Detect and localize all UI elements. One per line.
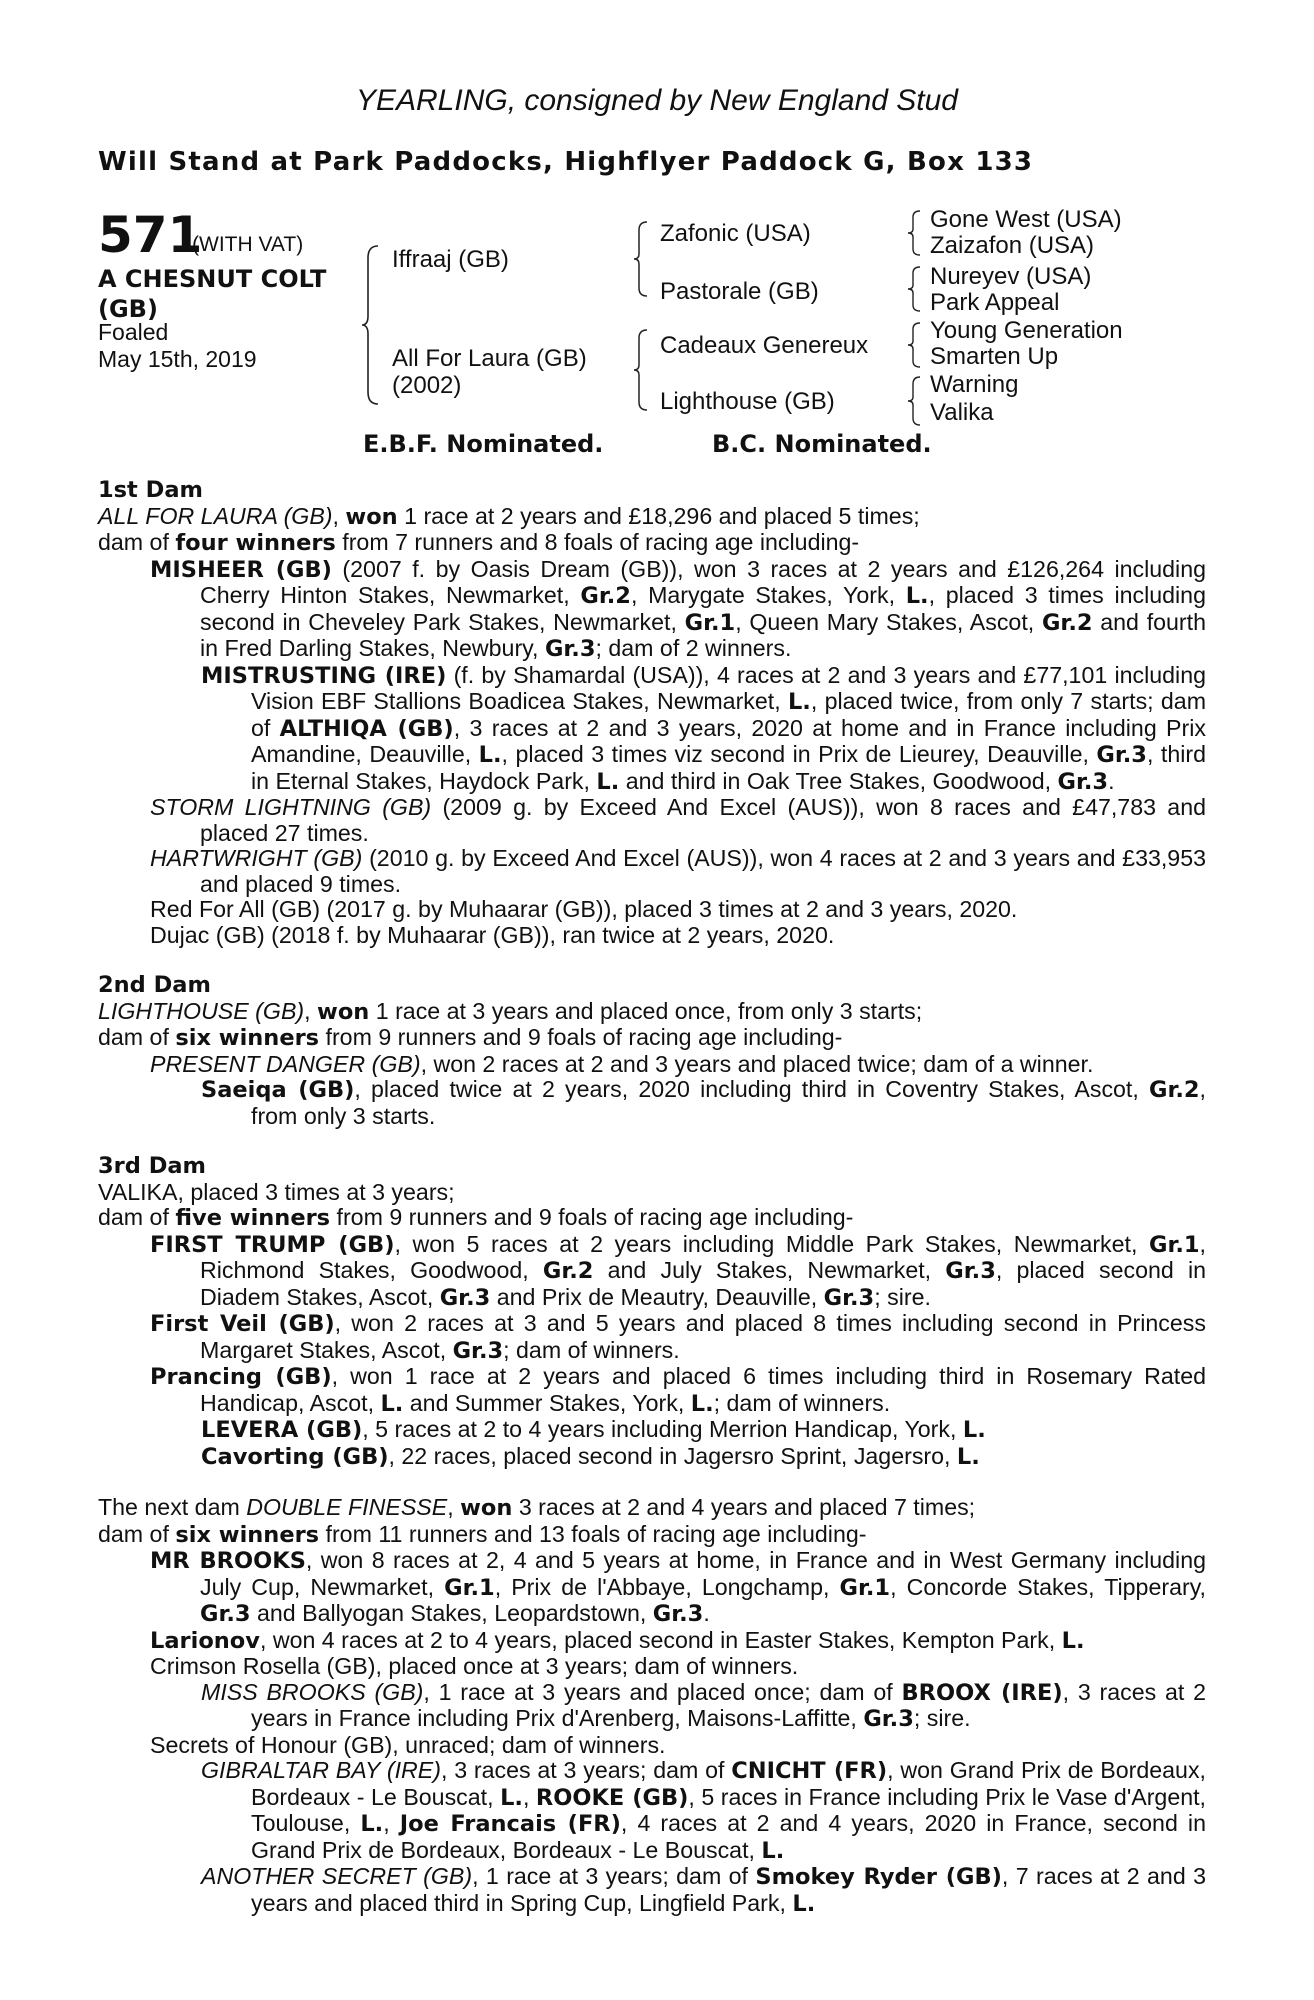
section-heading: 2nd Dam — [98, 972, 211, 998]
gen3-5: Young Generation — [930, 317, 1123, 344]
horse-name: Saeiqa (GB) — [201, 1077, 355, 1103]
dam-year: (2002) — [392, 372, 462, 399]
foaled-label: Foaled — [98, 319, 169, 345]
dam-of-summary: dam of six winners from 11 runners and 13 foals of racing age including- — [98, 1520, 867, 1548]
horse-description — [98, 264, 326, 324]
vat-note: (WITH VAT) — [192, 233, 304, 256]
produce-entry: MISHEER (GB) (2007 f. by Oasis Dream (GB)), won 3 races at 2 years and £126,264 including Cherry Hinton Stakes, Newmarket, Gr.2, Marygate Stakes, York, L., placed 3 times including second in Cheveley Park Stakes, Newmarket, Gr.1, Queen Mary Stakes, Ascot, Gr.2 and fourth in Fred Darling Stakes, Newbury, Gr.3; dam of 2 winners. — [150, 555, 1206, 662]
g78-brace-icon — [906, 374, 924, 428]
g34-brace-icon — [906, 264, 924, 314]
dam: All For Laura (GB) — [392, 345, 587, 372]
gen3-8: Valika — [930, 399, 994, 426]
dam-intro: The next dam DOUBLE FINESSE, won 3 races at 2 and 4 years and placed 7 times; — [98, 1494, 976, 1521]
produce-entry: Dujac (GB) (2018 f. by Muhaarar (GB)), ran twice at 2 years, 2020. — [150, 921, 835, 948]
produce-entry: MISS BROOKS (GB), 1 race at 3 years and placed once; dam of BROOX (IRE), 3 races at 2 years in France including Prix d'Arenberg, Maisons-Laffitte, Gr.3; sire. — [201, 1678, 1206, 1732]
produce-entry: Red For All (GB) (2017 g. by Muhaarar (GB)), placed 3 times at 2 and 3 years, 2020. — [150, 896, 1018, 922]
produce-entry: Cavorting (GB), 22 races, placed second in Jagersro Sprint, Jagersro, L. — [201, 1442, 980, 1470]
ebf-nominated: E.B.F. Nominated. — [363, 430, 604, 458]
sire-parents-brace-icon — [632, 218, 652, 300]
horse-name: ANOTHER SECRET (GB) — [201, 1863, 473, 1889]
horse-name: GIBRALTAR BAY (IRE) — [201, 1757, 441, 1783]
horse-name: Prancing (GB) — [150, 1364, 332, 1390]
horse-name: MISS BROOKS (GB) — [201, 1678, 424, 1705]
lot-number: 571 — [98, 206, 203, 264]
section-heading: 1st Dam — [98, 477, 203, 503]
horse-name: HARTWRIGHT (GB) — [150, 845, 363, 871]
dam-name: ALL FOR LAURA (GB) — [98, 502, 333, 529]
first-dam-section — [98, 478, 1206, 948]
produce-entry: First Veil (GB), won 2 races at 3 and 5 years and placed 8 times including second in Princess Margaret Stakes, Ascot, Gr.3; dam of winners. — [150, 1310, 1206, 1364]
horse-name: MR BROOKS — [150, 1548, 306, 1574]
horse-name: Larionov — [150, 1627, 260, 1654]
gen3-3: Nureyev (USA) — [930, 263, 1092, 290]
dam-dam: Lighthouse (GB) — [660, 388, 835, 415]
horse-name: STORM LIGHTNING (GB) — [150, 794, 432, 820]
dam-name: LIGHTHOUSE (GB) — [98, 997, 305, 1024]
produce-entry: LEVERA (GB), 5 races at 2 to 4 years including Merrion Handicap, York, L. — [201, 1416, 986, 1443]
second-dam-section — [98, 973, 1206, 1129]
horse-name: LEVERA (GB) — [201, 1417, 363, 1443]
dam-intro: LIGHTHOUSE (GB), won 1 race at 3 years and placed once, from only 3 starts; — [98, 997, 923, 1025]
sire: Iffraaj (GB) — [392, 246, 509, 273]
dam-parents-brace-icon — [632, 326, 652, 414]
sire-dam-brace-icon — [360, 240, 384, 410]
produce-entry: Secrets of Honour (GB), unraced; dam of winners. — [150, 1731, 666, 1758]
produce-entry: MR BROOKS, won 8 races at 2, 4 and 5 years at home, in France and in West Germany including July Cup, Newmarket, Gr.1, Prix de l'Abbaye, Longchamp, Gr.1, Concorde Stakes, Tipperary, Gr.3 and Ballyogan Stakes, Leopardstown, Gr.3. — [150, 1547, 1207, 1627]
produce-entry: FIRST TRUMP (GB), won 5 races at 2 years including Middle Park Stakes, Newmarket, Gr.1, Richmond Stakes, Goodwood, Gr.2 and July Stakes, Newmarket, Gr.3, placed second in Diadem Stakes, Ascot, Gr.3 and Prix de Meautry, Deauville, Gr.3; sire. — [150, 1230, 1206, 1311]
produce-entry: Prancing (GB), won 1 race at 2 years and placed 6 times including third in Rosemary Rated Handicap, Ascot, L. and Summer Stakes, York, L.; dam of winners. — [150, 1363, 1206, 1417]
dam-of-summary: dam of four winners from 7 runners and 8 foals of racing age including- — [98, 529, 860, 556]
produce-entry: MISTRUSTING (IRE) (f. by Shamardal (USA)), 4 races at 2 and 3 years and £77,101 including Vision EBF Stallions Boadicea Stakes, Newmarket, L., placed twice, from only 7 starts; dam of ALTHIQA (GB), 3 races at 2 and 3 years, 2020 at home and in France including Prix Amandine, Deauville, L., placed 3 times viz second in Prix de Lieurey, Deauville, Gr.3, third in Eternal Stakes, Haydock Park, L. and third in Oak Tree Stakes, Goodwood, Gr.3. — [201, 661, 1207, 795]
g56-brace-icon — [906, 320, 924, 370]
dam-intro: VALIKA, placed 3 times at 3 years; — [98, 1178, 455, 1205]
horse-name: MISTRUSTING (IRE) — [201, 662, 447, 689]
dam-of-summary: dam of five winners from 9 runners and 9 foals of racing age including- — [98, 1204, 854, 1231]
horse-name: First Veil (GB) — [150, 1311, 335, 1337]
produce-entry: Saeiqa (GB), placed twice at 2 years, 2020 including third in Coventry Stakes, Ascot, Gr.2, from only 3 starts. — [201, 1076, 1206, 1129]
produce-entry: PRESENT DANGER (GB), won 2 races at 2 and 3 years and placed twice; dam of a winner. — [150, 1050, 1094, 1077]
gen3-7: Warning — [930, 371, 1019, 398]
gen3-6: Smarten Up — [930, 343, 1059, 370]
produce-entry: ANOTHER SECRET (GB), 1 race at 3 years; dam of Smokey Ryder (GB), 7 races at 2 and 3 years and placed third in Spring Cup, Lingfield Park, L. — [201, 1863, 1206, 1917]
dam-of-summary: dam of six winners from 9 runners and 9 foals of racing age including- — [98, 1024, 843, 1051]
gen3-2: Zaizafon (USA) — [930, 232, 1095, 259]
section-heading: 3rd Dam — [98, 1153, 206, 1179]
third-dam-section — [98, 1154, 1206, 1470]
catalogue-body — [98, 478, 1206, 1917]
stand-location: Will Stand at Park Paddocks, Highflyer Paddock G, Box 133 — [98, 147, 1034, 177]
won-label: won — [345, 503, 398, 530]
produce-entry: HARTWRIGHT (GB) (2010 g. by Exceed And Excel (AUS)), won 4 races at 2 and 3 years and £33,953 and placed 9 times. — [150, 845, 1206, 897]
next-dam-section — [98, 1495, 1206, 1917]
horse-line-2: (GB) — [98, 295, 158, 323]
page-title: YEARLING, consigned by New England Stud — [355, 84, 958, 117]
horse-name: PRESENT DANGER (GB) — [150, 1050, 421, 1077]
gen3-1: Gone West (USA) — [930, 206, 1122, 233]
foaled-info — [98, 319, 257, 373]
produce-entry: Crimson Rosella (GB), placed once at 3 years; dam of winners. — [150, 1653, 799, 1679]
gen3-4: Park Appeal — [930, 289, 1060, 316]
horse-name: MISHEER (GB) — [150, 556, 332, 583]
foaled-date: May 15th, 2019 — [98, 346, 257, 372]
produce-entry: GIBRALTAR BAY (IRE), 3 races at 3 years; dam of CNICHT (FR), won Grand Prix de Bordeaux, Bordeaux - Le Bouscat, L., ROOKE (GB), 5 races in France including Prix le Vase d'Argent, Toulouse, L., Joe Francais (FR), 4 races at 2 and 4 years, 2020 in France, second in Grand Prix de Bordeaux, Bordeaux - Le Bouscat, L. — [201, 1757, 1207, 1864]
horse-name: FIRST TRUMP (GB) — [150, 1231, 395, 1258]
bc-nominated: B.C. Nominated. — [712, 430, 932, 458]
horse-name: Cavorting (GB) — [201, 1443, 389, 1470]
sire-sire: Zafonic (USA) — [660, 220, 811, 247]
horse-line-1: A CHESNUT COLT — [98, 265, 327, 293]
produce-entry: STORM LIGHTNING (GB) (2009 g. by Exceed And Excel (AUS)), won 8 races and £47,783 and placed 27 times. — [150, 794, 1206, 846]
dam-sire: Cadeaux Genereux — [660, 332, 869, 359]
produce-entry: Larionov, won 4 races at 2 to 4 years, placed second in Easter Stakes, Kempton Park, L. — [150, 1626, 1085, 1654]
dam-intro: ALL FOR LAURA (GB), won 1 race at 2 years and £18,296 and placed 5 times; — [98, 502, 920, 530]
sire-dam: Pastorale (GB) — [660, 278, 819, 305]
dam-name: DOUBLE FINESSE — [246, 1494, 448, 1520]
g12-brace-icon — [906, 208, 924, 258]
